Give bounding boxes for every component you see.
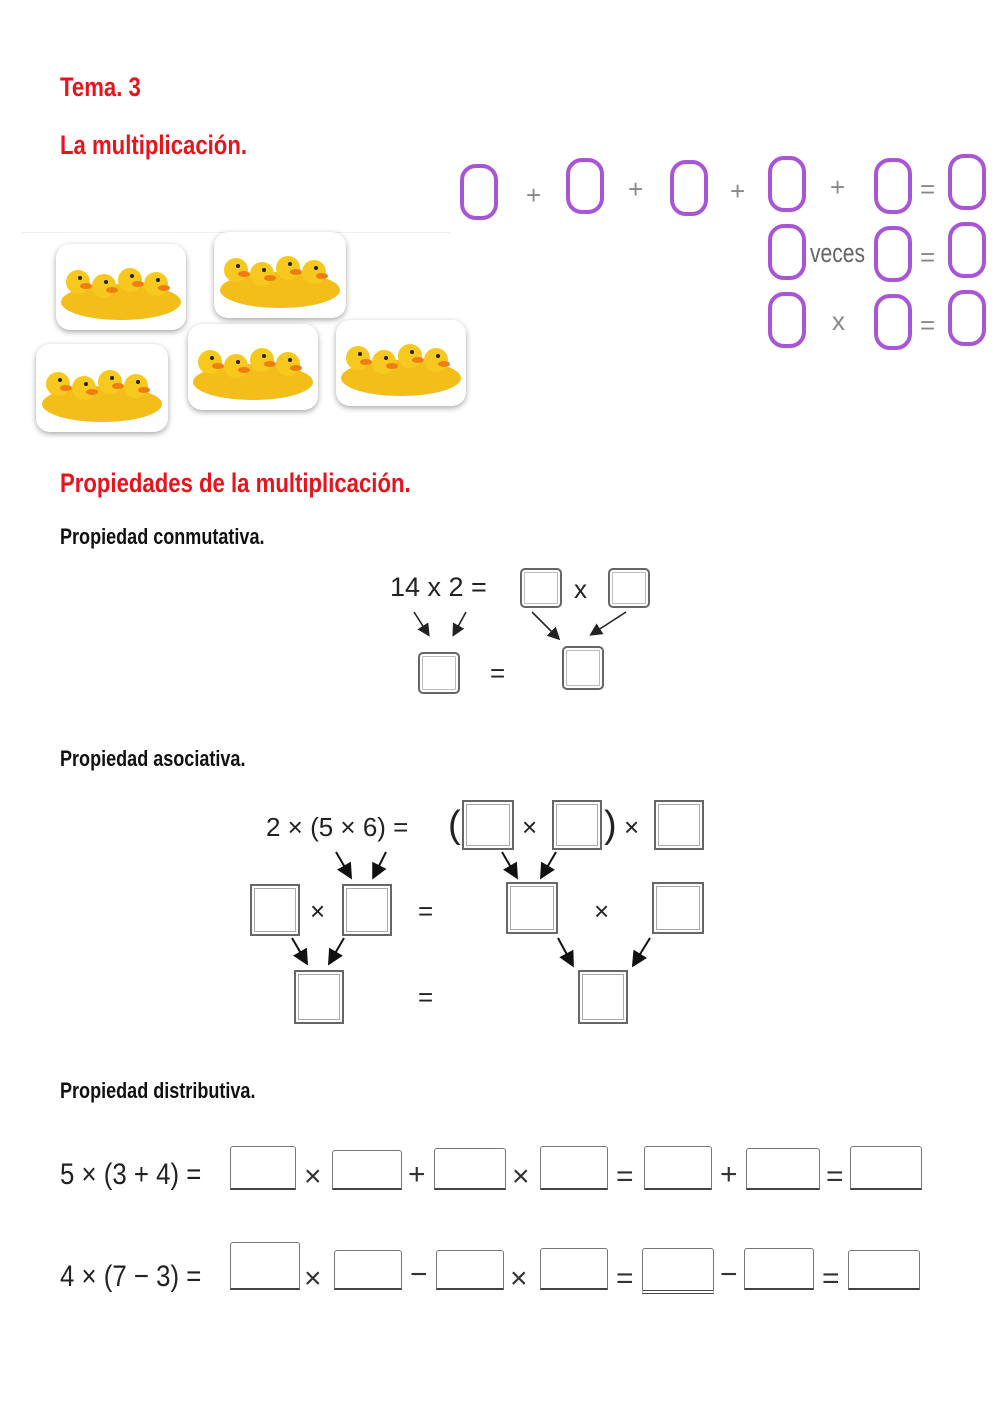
answer-oval[interactable] [566,158,604,214]
arrow-icon [542,852,556,876]
distributive-expression-2: 4 × (7 − 3) = [60,1260,202,1293]
plus-sign: + [720,1158,738,1191]
duck-icon [61,268,181,320]
answer-box[interactable] [642,1248,714,1294]
plus-sign: + [526,180,542,210]
ducks-image [336,320,466,406]
ducks-image [56,244,186,330]
commutative-arrows [400,604,660,654]
answer-box[interactable] [230,1146,296,1190]
times-sign: × [304,1262,322,1295]
times-sign: × [512,1160,530,1193]
associative-heading: Propiedad asociativa. [60,746,246,771]
answer-box[interactable] [540,1146,608,1190]
arrow-icon [336,852,350,876]
arrow-icon [592,612,626,634]
plus-sign: + [830,172,846,202]
answer-oval[interactable] [768,156,806,212]
answer-box[interactable] [230,1242,300,1290]
result-oval[interactable] [948,290,986,346]
ducks-image [36,344,168,432]
duck-group-3 [36,344,168,432]
distributive-expression-1: 5 × (3 + 4) = [60,1158,202,1191]
plus-sign: + [628,174,644,204]
answer-oval[interactable] [874,294,912,350]
commutative-heading: Propiedad conmutativa. [60,524,265,549]
times-sign: × [594,896,610,926]
result-oval[interactable] [948,222,986,278]
times-sign: × [310,896,326,926]
equals-sign: = [418,896,434,926]
answer-box[interactable] [332,1150,402,1190]
duck-group-5 [336,320,466,406]
duck-icon [341,344,461,396]
properties-title: Propiedades de la multiplicación. [60,468,411,498]
answer-oval[interactable] [874,226,912,282]
answer-box[interactable] [746,1148,820,1190]
answer-box[interactable] [540,1248,608,1290]
answer-box[interactable] [608,568,650,608]
duck-group-1 [56,244,186,330]
equals-sign: = [826,1160,844,1193]
answer-box[interactable] [334,1250,402,1290]
times-sign: × [624,812,640,842]
equals-sign: = [490,658,506,688]
equals-sign: = [920,310,936,340]
answer-box[interactable] [848,1250,920,1290]
answer-box[interactable] [850,1146,922,1190]
open-paren: ( [448,804,461,846]
answer-box[interactable] [578,970,628,1024]
arrow-icon [532,612,558,638]
commutative-expression: 14 x 2 = [390,572,487,602]
equals-sign: = [616,1160,634,1193]
plus-sign: + [408,1158,426,1191]
answer-oval[interactable] [670,160,708,216]
times-sign: x [574,574,587,604]
answer-box[interactable] [418,652,460,694]
answer-box[interactable] [744,1248,814,1290]
veces-label: veces [810,238,866,268]
arrow-icon [454,612,466,634]
duck-icon [220,256,340,308]
ducks-image [214,232,346,318]
arrow-icon [414,612,428,634]
duck-group-2 [214,232,346,318]
answer-box[interactable] [654,800,704,850]
answer-box[interactable] [462,800,514,850]
result-oval[interactable] [948,154,986,210]
times-sign: × [510,1262,528,1295]
associative-expression: 2 × (5 × 6) = [266,812,409,842]
arrow-icon [558,938,572,964]
answer-box[interactable] [434,1148,506,1190]
duck-group-4 [188,324,318,410]
answer-box[interactable] [552,800,602,850]
times-sign: x [832,306,845,336]
arrow-icon [374,852,386,876]
answer-oval[interactable] [874,158,912,214]
equals-sign: = [822,1262,840,1295]
answer-oval[interactable] [768,224,806,280]
arrow-icon [502,852,516,876]
topic-title: Tema. 3 [60,72,141,102]
arrow-icon [634,938,650,964]
ducks-image [188,324,318,410]
duck-icon [42,370,162,422]
arrow-icon [292,938,306,962]
times-sign: × [304,1160,322,1193]
duck-icon [193,348,313,400]
distributive-heading: Propiedad distributiva. [60,1078,256,1103]
close-paren: ) [604,804,617,846]
answer-box[interactable] [520,568,562,608]
answer-oval[interactable] [460,164,498,220]
answer-box[interactable] [644,1146,712,1190]
equals-sign: = [418,982,434,1012]
equals-sign: = [920,174,936,204]
lesson-subtitle: La multiplicación. [60,130,247,160]
minus-sign: − [720,1258,738,1291]
times-sign: × [522,812,538,842]
equals-sign: = [616,1262,634,1295]
answer-oval[interactable] [768,292,806,348]
minus-sign: − [410,1258,428,1291]
answer-box[interactable] [436,1250,504,1290]
plus-sign: + [730,176,746,206]
associative-arrows [240,846,720,976]
arrow-icon [330,938,344,962]
answer-box[interactable] [294,970,344,1024]
equals-sign: = [920,242,936,272]
